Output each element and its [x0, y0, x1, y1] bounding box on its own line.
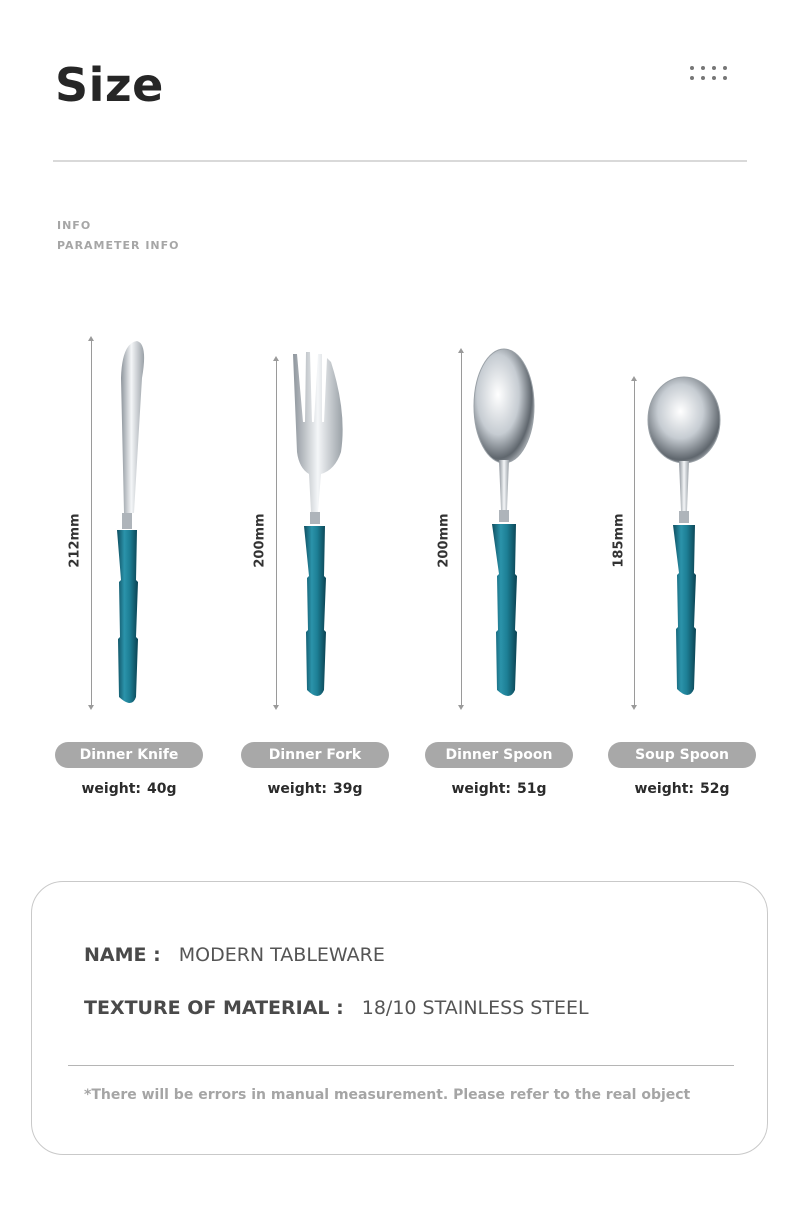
item-name-pill: Soup Spoon [608, 742, 756, 768]
weight-label: weight: [451, 781, 511, 797]
parameter-info-label: PARAMETER INFO [57, 239, 180, 252]
weight-label: weight: [634, 781, 694, 797]
name-value: MODERN TABLEWARE [178, 944, 385, 966]
weight-text [608, 781, 756, 797]
item-dinner-knife [55, 330, 235, 810]
weight-text [55, 781, 203, 797]
name-row [84, 944, 385, 966]
weight-label: weight: [81, 781, 141, 797]
item-name-pill: Dinner Fork [241, 742, 389, 768]
soup-spoon-image [646, 375, 722, 709]
dinner-knife-image [110, 338, 150, 710]
material-value: 18/10 STAINLESS STEEL [361, 997, 589, 1019]
weight-label: weight: [267, 781, 327, 797]
weight-value: 39g [333, 781, 363, 797]
info-label: INFO [57, 219, 92, 232]
length-dimension-line [276, 360, 277, 706]
header-divider [53, 160, 747, 162]
length-label: 212mm [67, 513, 83, 568]
weight-text [241, 781, 389, 797]
dots-grid-icon[interactable] [690, 66, 734, 84]
material-key: TEXTURE OF MATERIAL : [84, 997, 344, 1019]
item-name-pill: Dinner Spoon [425, 742, 573, 768]
name-key: NAME : [84, 944, 161, 966]
weight-text [425, 781, 573, 797]
dinner-fork-image [291, 352, 351, 710]
length-label: 200mm [252, 513, 268, 568]
length-label: 185mm [611, 513, 627, 568]
material-row [84, 997, 589, 1019]
page-title: Size [55, 58, 164, 112]
length-dimension-line [91, 340, 92, 706]
measurement-note: *There will be errors in manual measurement. Please refer to the real object [84, 1087, 691, 1103]
dinner-spoon-image [472, 348, 536, 710]
weight-value: 40g [147, 781, 177, 797]
length-dimension-line [634, 380, 635, 706]
length-label: 200mm [436, 513, 452, 568]
item-dinner-fork [241, 330, 421, 810]
item-name-pill: Dinner Knife [55, 742, 203, 768]
length-dimension-line [461, 352, 462, 706]
item-dinner-spoon [425, 330, 605, 810]
weight-value: 51g [517, 781, 547, 797]
item-soup-spoon [608, 330, 788, 810]
card-divider [68, 1065, 734, 1066]
weight-value: 52g [700, 781, 730, 797]
details-card [31, 881, 768, 1155]
